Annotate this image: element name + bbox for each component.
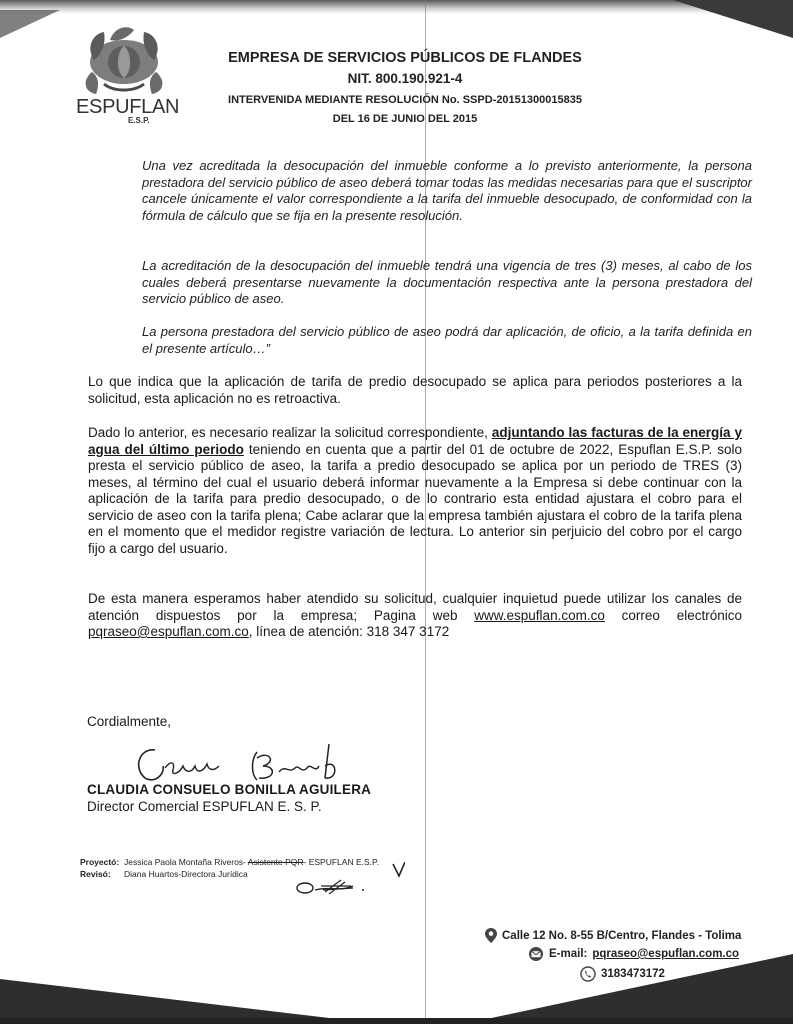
drafted-by-name: Jessica Paola Montaña Riveros- <box>124 857 248 867</box>
drafted-by-label: Proyectó: <box>80 857 120 867</box>
company-nit: NIT. 800.190.921-4 <box>347 71 463 86</box>
logo-wordmark: ESPUFLAN <box>76 96 180 118</box>
scan-corner-top-right <box>673 0 793 38</box>
map-pin-icon <box>485 928 497 943</box>
company-name: EMPRESA DE SERVICIOS PÚBLICOS DE FLANDES <box>228 50 582 66</box>
drafted-by-org: - ESPUFLAN E.S.P. <box>303 857 379 867</box>
quote-paragraph-1: Una vez acreditada la desocupación del inmueble conforme a lo previsto anteriormente, la persona prestadora del servicio público de aseo deberá tomar todas las medidas necesarias para que el suscriptor cancele únicamente el valor correspondiente a la tarifa del inmueble desocupado, de conformidad con la fórmula de cálculo que se fija en la presente resolución. <box>142 158 752 223</box>
scan-corner-top-left <box>0 10 60 38</box>
letterhead <box>190 48 620 128</box>
body-paragraph-1: Lo que indica que la aplicación de tarifa de predio desocupado se aplica para periodos posteriores a la solicitud, esta aplicación no es retroactiva. <box>88 374 742 406</box>
drafted-by-struck-title: Asistente PQR <box>247 857 304 867</box>
body-paragraph-3-end: , línea de atención: 318 347 3172 <box>248 624 450 639</box>
body-paragraph-3-mid: correo electrónico <box>604 607 742 623</box>
body-paragraph-2-intro: Dado lo anterior, es necesario realizar la solicitud correspondiente, <box>88 425 492 440</box>
body-paragraph-2 <box>88 425 742 557</box>
quote-paragraph-2: La acreditación de la desocupación del inmueble tendrá una vigencia de tres (3) meses, al cabo de los cuales deberá presentarse nuevamente la documentación respectiva ante la persona prestadora del servicio público de aseo. <box>142 258 752 306</box>
body-paragraph-3 <box>88 591 742 641</box>
footer-email-link[interactable]: pqraseo@espuflan.com.co <box>592 948 740 960</box>
quote-paragraph-3: La persona prestadora del servicio público de aseo podrá dar aplicación, de oficio, a la tarifa definida en el presente artículo…” <box>142 324 752 356</box>
attach-invoices-emphasis: adjuntando las facturas de la energía y agua del último periodo <box>88 425 743 457</box>
footer-phone: 3183473172 <box>601 968 665 980</box>
footer-address-row <box>485 928 741 943</box>
logo-subtitle: E.S.P. <box>128 116 150 125</box>
reviewed-by-label: Revisó: <box>80 869 111 879</box>
signer-role: Director Comercial ESPUFLAN E. S. P. <box>87 799 322 814</box>
reviewed-by-name: Diana Huartos-Directora Jurídica <box>124 869 248 879</box>
signer-name: CLAUDIA CONSUELO BONILLA AGUILERA <box>87 782 372 797</box>
closing-salutation: Cordialmente, <box>87 714 172 729</box>
footer-email-label: E-mail: <box>549 948 588 960</box>
company-resolution: INTERVENIDA MEDIANTE RESOLUCIÓN No. SSPD-20151300015835 <box>228 94 582 106</box>
email-link[interactable]: pqraseo@espuflan.com.co <box>88 624 249 639</box>
scan-shadow-bottom <box>0 1018 793 1024</box>
body-paragraph-2-rest: teniendo en cuenta que a partir del 01 de octubre de 2022, Espuflan E.S.P. solo presta el servicio público de aseo, la tarifa a predio desocupado se aplica por un periodo de TRES (3) meses, al término del cual el usuario deberá informar nuevamente a la Empresa si debe continuar con la aplicación de la tarifa para predio desocupado, o de lo contrario esta entidad ajustara el cobro para el servicio de aseo con la tarifa plena; Cabe aclarar que la empresa también ajustara el cobro de la tarifa plena en el momento que el medidor registre variación de lectura. Lo anterior sin perjuicio del cobro por el cargo fijo a cargo del usuario. <box>88 441 742 556</box>
company-resolution-date: DEL 16 DE JUNIO DEL 2015 <box>332 113 478 125</box>
handwritten-initials <box>295 862 405 896</box>
body-paragraph-3-intro: De esta manera esperamos haber atendido su solicitud, cualquier inquietud puede utilizar los canales de atención dispuestos por la empresa; Pagina web <box>88 591 742 623</box>
website-link[interactable]: www.espuflan.com.co <box>474 607 605 623</box>
footer-address: Calle 12 No. 8-55 B/Centro, Flandes - Tolima <box>502 929 742 942</box>
scan-corner-bottom-right <box>463 954 793 1024</box>
